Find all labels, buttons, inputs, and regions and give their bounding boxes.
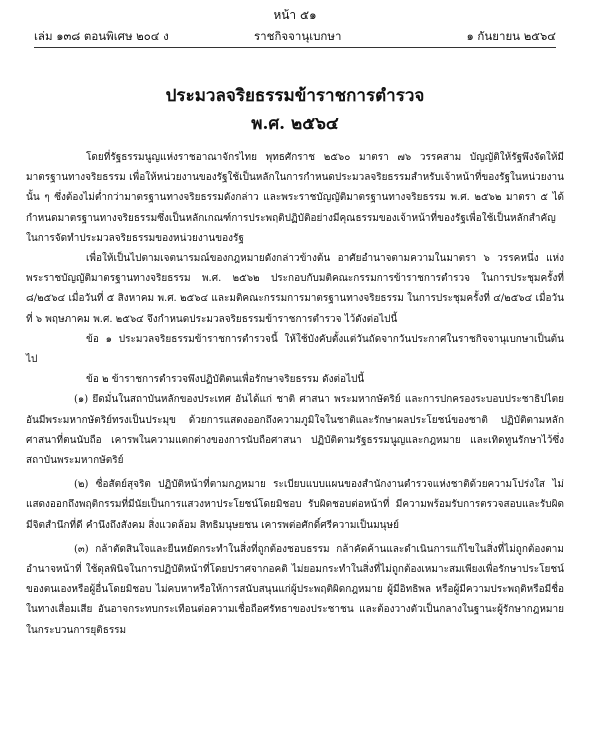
paragraph-authority: เพื่อให้เป็นไปตามเจตนารมณ์ของกฎหมายดังกล่าวข้างต้น อาศัยอำนาจตามความในมาตรา ๖ วรรคหนึ่ง แห่งพระราชบัญญัติมาตรฐานทางจริยธรรม พ.ศ. ๒๕๖๒ ประกอบกับมติคณะกรรมการข้าราชการตำรวจ ในการประชุมครั้งที่ ๘/๒๕๖๔ เมื่อวันที่ ๕ สิงหาคม พ.ศ. ๒๕๖๔ และมติคณะกรรมการมาตรฐานทางจริยธรรม ในการประชุมครั้งที่ ๔/๒๕๖๔ เมื่อวันที่ ๖ พฤษภาคม พ.ศ. ๒๕๖๔ จึงกำหนดประมวลจริยธรรมข้าราชการตำรวจ ไว้ดังต่อไปนี้ bbox=[26, 253, 564, 325]
clause-2-item-1: (๑) ยึดมั่นในสถาบันหลักของประเทศ อันได้แก่ ชาติ ศาสนา พระมหากษัตริย์ และการปกครองระบอบประชาธิปไตยอันมีพระมหากษัตริย์ทรงเป็นประมุข ด้วยการแสดงออกถึงความภูมิใจในชาติและรักษาผลประโยชน์ของชาติ ปฏิบัติตามหลักศาสนาที่ตนนับถือ เคารพในความแตกต่างของการนับถือศาสนา ปฏิบัติตามรัฐธรรมนูญและกฎหมาย และเทิดทูนรักษาไว้ซึ่งสถาบันพระมหากษัตริย์ bbox=[26, 394, 564, 467]
clause-1: ข้อ ๑ ประมวลจริยธรรมข้าราชการตำรวจนี้ ให้ใช้บังคับตั้งแต่วันถัดจากวันประกาศในราชกิจจานุเบกษาเป็นต้นไป bbox=[26, 333, 564, 366]
clause-2-item-3: (๓) กล้าตัดสินใจและยืนหยัดกระทำในสิ่งที่ถูกต้องชอบธรรม กล้าคัดค้านและดำเนินการแก้ไขในสิ่งที่ไม่ถูกต้องตามอำนาจหน้าที่ ใช้ดุลพินิจในการปฏิบัติหน้าที่โดยปราศจากอคติ ไม่ยอมกระทำในสิ่งที่ไม่ถูกต้องเหมาะสมเพียงเพื่อรักษาประโยชน์ของตนเองหรือผู้อื่นโดยมิชอบ ไม่คบหาหรือให้การสนับสนุนแก่ผู้ประพฤติผิดกฎหมาย ผู้มีอิทธิพล หรือผู้มีความประพฤติหรือมีชื่อในทางเสื่อมเสีย อันอาจกระทบกระเทือนต่อความเชื่อถือศรัทธาของประชาชน และต้องวางตัวเป็นกลางในฐานะผู้รักษากฎหมายในกระบวนการยุติธรรม bbox=[26, 543, 564, 636]
document-title: ประมวลจริยธรรมข้าราชการตำรวจ bbox=[165, 86, 425, 106]
publication-name: ราชกิจจานุเบกษา bbox=[254, 29, 342, 43]
page-number: หน้า ๕๑ bbox=[273, 8, 317, 22]
clause-2-item-2: (๒) ซื่อสัตย์สุจริต ปฏิบัติหน้าที่ตามกฎหมาย ระเบียบแบบแผนของสำนักงานตำรวจแห่งชาติด้วยความโปร่งใส ไม่แสดงออกถึงพฤติกรรมที่มีนัยเป็นการแสวงหาประโยชน์โดยมิชอบ รับผิดชอบต่อหน้าที่ มีความพร้อมรับการตรวจสอบและรับผิด มีจิตสำนึกที่ดี คำนึงถึงสังคม สิ่งแวดล้อม สิทธิมนุษยชน เคารพต่อศักดิ์ศรีความเป็นมนุษย์ bbox=[26, 479, 564, 531]
document-year: พ.ศ. ๒๕๖๔ bbox=[251, 114, 339, 134]
gazette-header bbox=[34, 28, 556, 44]
paragraph-preamble: โดยที่รัฐธรรมนูญแห่งราชอาณาจักรไทย พุทธศักราช ๒๕๖๐ มาตรา ๗๖ วรรคสาม บัญญัติให้รัฐพึงจัดให้มีมาตรฐานทางจริยธรรม เพื่อให้หน่วยงานของรัฐใช้เป็นหลักในการกำหนดประมวลจริยธรรมสำหรับเจ้าหน้าที่ของรัฐในหน่วยงานนั้น ๆ ซึ่งต้องไม่ต่ำกว่ามาตรฐานทางจริยธรรมดังกล่าว และพระราชบัญญัติมาตรฐานทางจริยธรรม พ.ศ. ๒๕๖๒ มาตรา ๕ ได้กำหนดมาตรฐานทางจริยธรรมซึ่งเป็นหลักเกณฑ์การประพฤติปฏิบัติอย่างมีคุณธรรมของเจ้าหน้าที่ของรัฐเพื่อใช้เป็นหลักสำคัญในการจัดทำประมวลจริยธรรมของหน่วยงานของรัฐ bbox=[26, 152, 564, 244]
clause-2: ข้อ ๒ ข้าราชการตำรวจพึงปฏิบัติตนเพื่อรักษาจริยธรรม ดังต่อไปนี้ bbox=[86, 374, 365, 386]
document-body bbox=[26, 148, 564, 641]
publication-date: ๑ กันยายน ๒๕๖๔ bbox=[466, 29, 556, 43]
volume-issue: เล่ม ๑๓๘ ตอนพิเศษ ๒๐๔ ง bbox=[34, 29, 169, 43]
header-divider bbox=[34, 47, 556, 48]
